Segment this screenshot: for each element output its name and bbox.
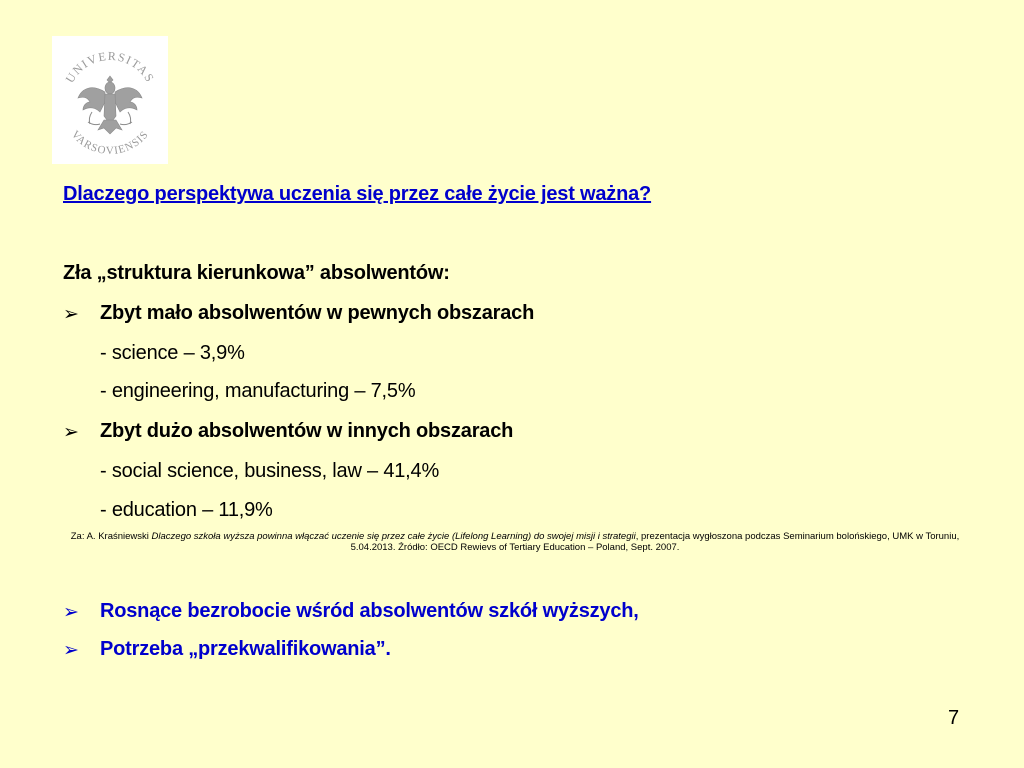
group-label-too-few: Zbyt mało absolwentów w pewnych obszarach: [100, 302, 535, 324]
bullet-arrow-icon: ➢: [63, 602, 79, 623]
page-number: 7: [948, 707, 960, 729]
list-item: - social science, business, law – 41,4%: [100, 460, 440, 482]
group-label-too-many: Zbyt dużo absolwentów w innych obszarach: [100, 420, 514, 442]
eagle-seal-icon: [52, 36, 168, 164]
logo-bottom-text: VARSOVIENSIS: [68, 128, 152, 158]
source-citation: [60, 531, 970, 553]
source-prefix: Za: A. Kraśniewski: [70, 531, 152, 542]
list-item: - engineering, manufacturing – 7,5%: [100, 380, 416, 402]
bullet-arrow-icon: ➢: [63, 640, 79, 661]
list-item: - science – 3,9%: [100, 342, 245, 364]
university-logo: [52, 36, 168, 164]
bullet-arrow-icon: ➢: [63, 422, 79, 443]
source-suffix: , prezentacja wygłoszona podczas Seminarium bolońskiego, UMK w Toruniu, 5.04.2013. Źródło: OECD Rewievs of Tertiary Education – Poland, Sept. 2007.: [350, 531, 960, 553]
list-item: - education – 11,9%: [100, 499, 273, 521]
source-title: Dlaczego szkoła wyższa powinna włączać uczenie się przez całe życie (Lifelong Learning) do swojej misji i strategii: [151, 531, 636, 542]
blue-bullet-unemployment: Rosnące bezrobocie wśród absolwentów szkół wyższych,: [100, 600, 639, 622]
slide-title: Dlaczego perspektywa uczenia się przez całe życie jest ważna?: [63, 183, 652, 205]
logo-top-text: UNIVERSITAS: [62, 48, 158, 86]
bullet-arrow-icon: ➢: [63, 304, 79, 325]
section-heading: Zła „struktura kierunkowa” absolwentów:: [63, 262, 450, 284]
blue-bullet-retraining: Potrzeba „przekwalifikowania”.: [100, 638, 391, 660]
